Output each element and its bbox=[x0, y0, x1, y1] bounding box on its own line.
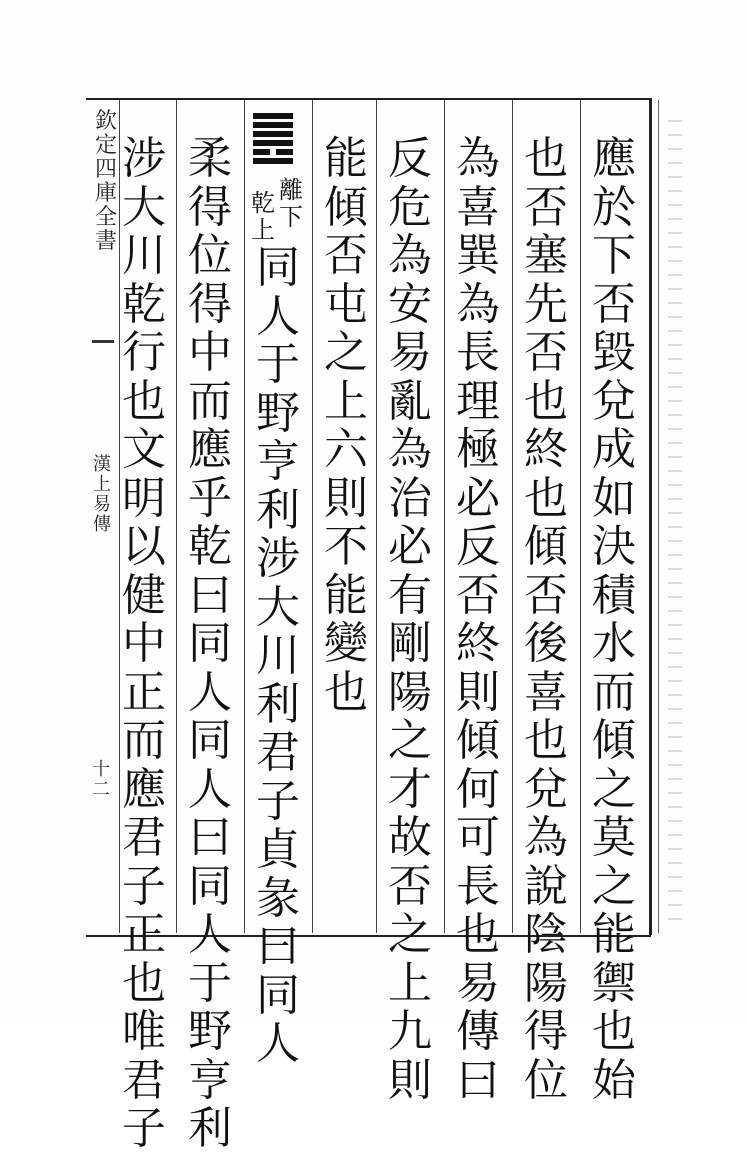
text-char: 喜 bbox=[456, 181, 500, 233]
text-char: 大 bbox=[256, 581, 300, 633]
text-char: 傾 bbox=[324, 181, 368, 233]
margin-fishtail bbox=[92, 340, 114, 343]
text-char: 危 bbox=[388, 181, 432, 233]
text-char: 野 bbox=[256, 387, 300, 439]
text-char: 君 bbox=[122, 812, 166, 863]
text-column-8 bbox=[116, 135, 172, 1154]
text-char: 應 bbox=[188, 424, 232, 475]
text-char: 上 bbox=[388, 957, 432, 1009]
text-char: 才 bbox=[388, 763, 432, 815]
text-char: 同 bbox=[188, 860, 232, 912]
text-char: 下 bbox=[592, 230, 636, 281]
upper-trigram-label: 乾 上 bbox=[251, 189, 275, 244]
text-char: 陽 bbox=[388, 666, 432, 718]
text-char: 之 bbox=[388, 715, 432, 766]
text-char: 彖 bbox=[256, 872, 300, 924]
text-char: 為 bbox=[388, 424, 432, 475]
text-char: 利 bbox=[256, 678, 300, 730]
text-char: 位 bbox=[524, 1054, 568, 1106]
text-char: 之 bbox=[592, 763, 636, 815]
hexagram-yin-line bbox=[253, 149, 270, 155]
text-char: 否 bbox=[592, 278, 636, 330]
text-char: 長 bbox=[456, 327, 500, 378]
text-char: 曰 bbox=[188, 812, 232, 863]
text-char: 故 bbox=[388, 812, 432, 863]
text-char: 上 bbox=[324, 375, 368, 427]
text-char: 不 bbox=[324, 521, 368, 572]
text-char: 於 bbox=[592, 181, 636, 233]
text-char: 變 bbox=[324, 618, 368, 669]
text-char: 決 bbox=[592, 521, 636, 572]
text-char: 否 bbox=[524, 181, 568, 233]
hexagram-yang-line bbox=[253, 131, 293, 137]
text-char: 子 bbox=[256, 775, 300, 827]
text-char: 必 bbox=[388, 521, 432, 572]
text-char: 君 bbox=[256, 727, 300, 778]
text-char: 否 bbox=[456, 569, 500, 621]
text-char: 曰 bbox=[256, 921, 300, 972]
text-column-1 bbox=[586, 135, 642, 1105]
text-char: 亨 bbox=[256, 436, 300, 487]
text-char: 利 bbox=[188, 1103, 232, 1154]
page-edge bbox=[668, 120, 682, 920]
text-char: 反 bbox=[388, 133, 432, 184]
margin-book-title: 欽定四庫全書 bbox=[95, 109, 118, 254]
text-char: 也 bbox=[456, 909, 500, 960]
text-char: 君 bbox=[122, 1054, 166, 1106]
text-char: 治 bbox=[388, 472, 432, 524]
text-char: 莫 bbox=[592, 812, 636, 863]
text-char: 則 bbox=[324, 472, 368, 524]
text-char: 陰 bbox=[524, 909, 568, 960]
text-char: 否 bbox=[388, 860, 432, 912]
text-char: 否 bbox=[324, 230, 368, 281]
column-rule bbox=[176, 100, 177, 933]
text-char: 塞 bbox=[524, 230, 568, 281]
text-char: 曰 bbox=[456, 1054, 500, 1106]
column-rule bbox=[512, 100, 513, 933]
text-char: 也 bbox=[122, 957, 166, 1009]
text-column-3 bbox=[450, 135, 506, 1105]
text-char: 位 bbox=[188, 230, 232, 281]
text-char: 否 bbox=[524, 327, 568, 378]
text-char: 而 bbox=[122, 715, 166, 766]
text-char: 正 bbox=[122, 666, 166, 718]
column-rule bbox=[244, 100, 245, 933]
hexagram-yin-line bbox=[276, 149, 293, 155]
text-char: 始 bbox=[592, 1054, 636, 1106]
text-char: 也 bbox=[524, 472, 568, 524]
text-char: 也 bbox=[122, 375, 166, 427]
text-char: 文 bbox=[122, 424, 166, 475]
text-char: 乾 bbox=[188, 521, 232, 572]
text-char: 人 bbox=[188, 763, 232, 815]
text-char: 說 bbox=[524, 860, 568, 912]
text-char: 人 bbox=[256, 1018, 300, 1069]
text-column-5 bbox=[318, 135, 374, 717]
text-char: 也 bbox=[592, 1006, 636, 1057]
text-char: 能 bbox=[324, 569, 368, 621]
text-char: 于 bbox=[188, 957, 232, 1009]
text-char: 人 bbox=[256, 290, 300, 342]
text-char: 易 bbox=[456, 957, 500, 1009]
text-char: 傾 bbox=[524, 521, 568, 572]
text-char: 同 bbox=[256, 242, 300, 293]
text-char: 中 bbox=[122, 618, 166, 669]
text-char: 也 bbox=[524, 715, 568, 766]
text-column-6 bbox=[250, 244, 306, 1069]
text-char: 人 bbox=[188, 909, 232, 960]
text-char: 子 bbox=[122, 860, 166, 912]
hexagram-yang-line bbox=[253, 113, 293, 119]
hexagram-yang-line bbox=[253, 140, 293, 146]
text-char: 柔 bbox=[188, 133, 232, 184]
text-char: 積 bbox=[592, 569, 636, 621]
text-char: 則 bbox=[456, 666, 500, 718]
text-char: 之 bbox=[388, 909, 432, 960]
text-char: 可 bbox=[456, 812, 500, 863]
text-char: 之 bbox=[324, 327, 368, 378]
text-char: 亂 bbox=[388, 375, 432, 427]
text-char: 子 bbox=[122, 1103, 166, 1154]
column-rule bbox=[444, 100, 445, 933]
text-char: 理 bbox=[456, 375, 500, 427]
column-rule bbox=[376, 100, 377, 933]
text-char: 有 bbox=[388, 569, 432, 621]
text-char: 明 bbox=[122, 472, 166, 524]
text-char: 利 bbox=[256, 484, 300, 536]
text-char: 涉 bbox=[122, 133, 166, 184]
text-char: 亨 bbox=[188, 1054, 232, 1106]
text-char: 水 bbox=[592, 618, 636, 669]
text-char: 健 bbox=[122, 569, 166, 621]
text-char: 大 bbox=[122, 181, 166, 233]
text-char: 以 bbox=[122, 521, 166, 572]
text-char: 兌 bbox=[592, 375, 636, 427]
text-char: 乎 bbox=[188, 472, 232, 524]
text-char: 安 bbox=[388, 278, 432, 330]
text-char: 同 bbox=[256, 969, 300, 1021]
text-char: 六 bbox=[324, 424, 368, 475]
text-char: 為 bbox=[456, 133, 500, 184]
text-char: 為 bbox=[456, 278, 500, 330]
text-char: 同 bbox=[188, 715, 232, 766]
text-char: 九 bbox=[388, 1006, 432, 1057]
text-column-4 bbox=[382, 135, 438, 1105]
text-char: 于 bbox=[256, 339, 300, 390]
text-char: 而 bbox=[592, 666, 636, 718]
text-char: 何 bbox=[456, 763, 500, 815]
text-char: 為 bbox=[388, 230, 432, 281]
text-char: 能 bbox=[324, 133, 368, 184]
text-char: 人 bbox=[188, 666, 232, 718]
text-char: 否 bbox=[524, 569, 568, 621]
text-char: 也 bbox=[524, 375, 568, 427]
text-char: 必 bbox=[456, 472, 500, 524]
text-char: 而 bbox=[188, 375, 232, 427]
hexagram-yang-line bbox=[253, 122, 293, 128]
margin-page-number: 十二 bbox=[92, 759, 110, 800]
text-char: 極 bbox=[456, 424, 500, 475]
text-char: 巽 bbox=[456, 230, 500, 281]
text-char: 則 bbox=[388, 1054, 432, 1106]
hexagram-yang-line bbox=[253, 158, 293, 164]
text-char: 得 bbox=[188, 278, 232, 330]
text-column-2 bbox=[518, 135, 574, 1105]
text-char: 成 bbox=[592, 424, 636, 475]
right-border-inner bbox=[658, 100, 659, 933]
text-char: 唯 bbox=[122, 1006, 166, 1057]
text-char: 後 bbox=[524, 618, 568, 669]
text-char: 之 bbox=[592, 860, 636, 912]
text-char: 涉 bbox=[256, 533, 300, 584]
text-char: 貞 bbox=[256, 824, 300, 875]
text-char: 剛 bbox=[388, 618, 432, 669]
text-char: 終 bbox=[456, 618, 500, 669]
text-char: 終 bbox=[524, 424, 568, 475]
text-char: 得 bbox=[524, 1006, 568, 1057]
text-char: 乾 bbox=[122, 278, 166, 330]
text-char: 兌 bbox=[524, 763, 568, 815]
text-char: 野 bbox=[188, 1006, 232, 1057]
margin-volume: 漢上易傳 bbox=[93, 454, 111, 535]
text-char: 也 bbox=[524, 133, 568, 184]
text-char: 傾 bbox=[592, 715, 636, 766]
text-char: 喜 bbox=[524, 666, 568, 718]
text-char: 川 bbox=[256, 630, 300, 681]
right-border bbox=[649, 98, 652, 935]
text-char: 曰 bbox=[188, 569, 232, 621]
text-char: 先 bbox=[524, 278, 568, 330]
lower-trigram-label: 離 下 bbox=[279, 176, 303, 231]
text-char: 毀 bbox=[592, 327, 636, 378]
text-char: 禦 bbox=[592, 957, 636, 1009]
text-char: 傾 bbox=[456, 715, 500, 766]
text-char: 傳 bbox=[456, 1006, 500, 1057]
text-char: 中 bbox=[188, 327, 232, 378]
text-char: 正 bbox=[122, 909, 166, 960]
text-char: 也 bbox=[324, 666, 368, 718]
text-char: 應 bbox=[122, 763, 166, 815]
text-char: 川 bbox=[122, 230, 166, 281]
text-char: 能 bbox=[592, 909, 636, 960]
hexagram-figure bbox=[253, 113, 293, 171]
text-char: 行 bbox=[122, 327, 166, 378]
text-char: 反 bbox=[456, 521, 500, 572]
text-char: 得 bbox=[188, 181, 232, 233]
text-column-7 bbox=[182, 135, 238, 1154]
column-rule bbox=[580, 100, 581, 933]
text-char: 應 bbox=[592, 133, 636, 184]
text-char: 如 bbox=[592, 472, 636, 524]
text-char: 長 bbox=[456, 860, 500, 912]
text-char: 易 bbox=[388, 327, 432, 378]
text-char: 屯 bbox=[324, 278, 368, 330]
text-char: 同 bbox=[188, 618, 232, 669]
text-char: 為 bbox=[524, 812, 568, 863]
text-char: 陽 bbox=[524, 957, 568, 1009]
column-rule bbox=[312, 100, 313, 933]
